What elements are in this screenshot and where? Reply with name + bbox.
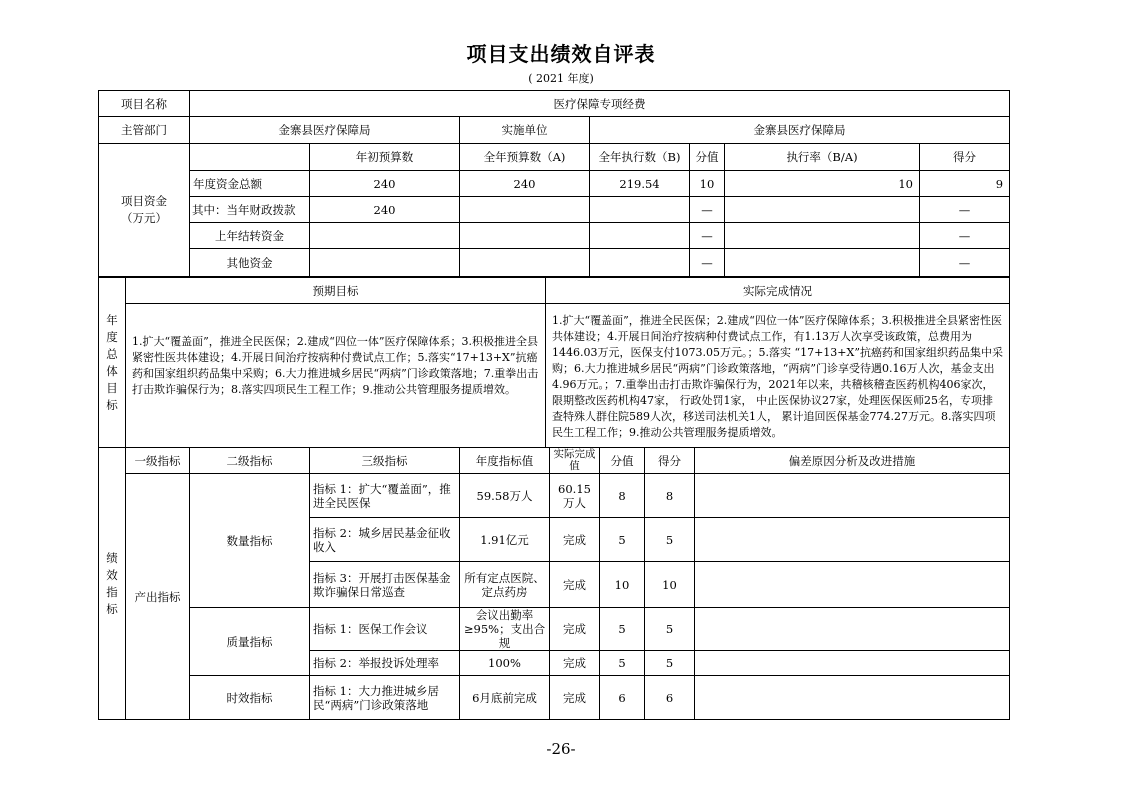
document-year: ( 2021 年度) (528, 72, 594, 85)
indicator-actual: 完成 (550, 651, 600, 676)
indicator-score: 10 (645, 562, 695, 608)
indicator-header: 一级指标 (126, 448, 190, 474)
funds-row-name: 其中：当年财政拨款 (190, 197, 310, 223)
indicator-target: 1.91亿元 (460, 518, 550, 562)
expected-goal-text: 1.扩大“覆盖面”，推进全民医保；2.建成“四位一体”医疗保障体系；3.积极推进全县紧密性医共体建设；4.开展日间治疗按病种付费试点工作；5.落实“17+13+X”抗癌药和国家组织药品集中采购；6.大力推进城乡居民“两病”门诊政策落地；7.重拳出击打击欺诈骗保行为；8.落实四项民生工程工作；9.推动公共管理服务提质增效。 (126, 304, 546, 448)
funds-header: 执行率（B/A) (725, 144, 920, 171)
indicator-header: 得分 (645, 448, 695, 474)
indicator-row (99, 676, 1010, 720)
indicator-header: 偏差原因分析及改进措施 (695, 448, 1010, 474)
funds-initial (310, 223, 460, 249)
indicator-header: 分值 (600, 448, 645, 474)
funds-initial: 240 (310, 197, 460, 223)
indicator-l3: 指标 1：大力推进城乡居民“两病”门诊政策落地 (310, 676, 460, 720)
indicator-note (695, 676, 1010, 720)
funds-score-value: — (690, 223, 725, 249)
indicator-header: 实际完成值 (550, 448, 600, 474)
indicator-row (99, 474, 1010, 518)
indicators-table (98, 447, 1010, 720)
indicator-points: 5 (600, 518, 645, 562)
indicator-header: 三级指标 (310, 448, 460, 474)
funds-rate: 10 (725, 171, 920, 197)
indicator-target: 6月底前完成 (460, 676, 550, 720)
indicator-note (695, 562, 1010, 608)
funds-header-blank (190, 144, 310, 171)
page-number: -26- (546, 740, 576, 758)
indicator-target: 100% (460, 651, 550, 676)
funds-initial: 240 (310, 171, 460, 197)
project-name-value: 医疗保障专项经费 (190, 91, 1010, 117)
funds-row-name: 其他资金 (190, 249, 310, 277)
funds-score: 9 (920, 171, 1010, 197)
indicator-target: 59.58万人 (460, 474, 550, 518)
impl-label: 实施单位 (460, 117, 590, 144)
funds-rate (725, 223, 920, 249)
indicator-actual: 完成 (550, 518, 600, 562)
funds-label (99, 144, 190, 277)
funds-score: — (920, 197, 1010, 223)
indicator-header: 二级指标 (190, 448, 310, 474)
level2-quantity: 数量指标 (190, 474, 310, 608)
funds-label-text: 项目资金（万元） (121, 194, 167, 225)
funds-row (99, 197, 1010, 223)
funds-executed (590, 249, 690, 277)
impl-value: 金寨县医疗保障局 (590, 117, 1010, 144)
funds-annual: 240 (460, 171, 590, 197)
funds-annual (460, 223, 590, 249)
indicator-l3: 指标 1：扩大“覆盖面”，推进全民医保 (310, 474, 460, 518)
funds-score-value: — (690, 249, 725, 277)
funds-initial (310, 249, 460, 277)
funds-rate (725, 197, 920, 223)
indicator-score: 5 (645, 608, 695, 651)
indicator-l3: 指标 3：开展打击医保基金欺诈骗保日常巡查 (310, 562, 460, 608)
funds-row-name: 年度资金总额 (190, 171, 310, 197)
indicator-header: 年度指标值 (460, 448, 550, 474)
indicator-target: 所有定点医院、定点药房 (460, 562, 550, 608)
level2-quality: 质量指标 (190, 608, 310, 676)
indicator-points: 8 (600, 474, 645, 518)
funds-executed (590, 197, 690, 223)
funds-score-value: 10 (690, 171, 725, 197)
indicator-actual: 完成 (550, 676, 600, 720)
funds-row-name: 上年结转资金 (190, 223, 310, 249)
indicator-points: 5 (600, 608, 645, 651)
document-title: 项目支出绩效自评表 (466, 42, 656, 66)
indicator-l3: 指标 2：举报投诉处理率 (310, 651, 460, 676)
indicator-note (695, 608, 1010, 651)
funds-header: 分值 (690, 144, 725, 171)
actual-result-text: 1.扩大“覆盖面”，推进全民医保；2.建成“四位一体”医疗保障体系；3.积极推进全县紧密性医共体建设；4.开展日间治疗按病种付费试点工作，有1.13万人次享受该政策，总费用为1446.03万元，医保支付1073.05万元。；5.落实 “17+13+X”抗癌药和国家组织药品集中采购；6.大力推进城乡居民“两病”门诊政策落地，“两病”门诊享受待遇0.16万人次，基金支出4.96万元。；7.重拳出击打击欺诈骗保行为，2021年以来，共稽核稽查医药机构406家次，限期整改医药机构47家， 行政处罚1家， 中止医保协议27家，处理医保医师25名，专项排查特殊人群住院589人次，移送司法机关1人， 累计追回医保基金774.27万元。8.落实四项民生工程工作；9.推动公共管理服务提质增效。 (546, 304, 1010, 448)
indicator-actual: 完成 (550, 608, 600, 651)
goals-label-text: 年度总体目标 (106, 312, 118, 412)
funds-rate (725, 249, 920, 277)
indicator-score: 5 (645, 651, 695, 676)
dept-value: 金寨县医疗保障局 (190, 117, 460, 144)
funds-executed (590, 223, 690, 249)
funds-score: — (920, 249, 1010, 277)
annual-goals-table (98, 277, 1010, 448)
funds-row (99, 223, 1010, 249)
indicator-score: 5 (645, 518, 695, 562)
funds-executed: 219.54 (590, 171, 690, 197)
indicator-note (695, 474, 1010, 518)
indicator-points: 6 (600, 676, 645, 720)
funds-header: 全年执行数（B) (590, 144, 690, 171)
funds-header: 得分 (920, 144, 1010, 171)
funds-row (99, 249, 1010, 277)
indicator-note (695, 518, 1010, 562)
indicator-l3: 指标 2：城乡居民基金征收收入 (310, 518, 460, 562)
indicator-note (695, 651, 1010, 676)
indicator-actual: 60.15万人 (550, 474, 600, 518)
indicator-points: 5 (600, 651, 645, 676)
funds-header: 年初预算数 (310, 144, 460, 171)
funds-header: 全年预算数（A) (460, 144, 590, 171)
funds-annual (460, 249, 590, 277)
level1-output: 产出指标 (126, 474, 190, 720)
funds-annual (460, 197, 590, 223)
goals-label (99, 278, 126, 448)
funds-score: — (920, 223, 1010, 249)
indicator-points: 10 (600, 562, 645, 608)
indicator-row (99, 608, 1010, 651)
expected-goal-header: 预期目标 (126, 278, 546, 304)
project-name-label: 项目名称 (99, 91, 190, 117)
funds-score-value: — (690, 197, 725, 223)
project-funds-table (98, 90, 1010, 277)
indicator-score: 6 (645, 676, 695, 720)
actual-result-header: 实际完成情况 (546, 278, 1010, 304)
indicators-label-text: 绩效指标 (106, 550, 118, 616)
indicator-score: 8 (645, 474, 695, 518)
dept-label: 主管部门 (99, 117, 190, 144)
funds-row (99, 171, 1010, 197)
indicator-actual: 完成 (550, 562, 600, 608)
indicator-l3: 指标 1：医保工作会议 (310, 608, 460, 651)
level2-timeliness: 时效指标 (190, 676, 310, 720)
indicator-target: 会议出勤率≥95%；支出合规 (460, 608, 550, 651)
indicators-label (99, 448, 126, 720)
